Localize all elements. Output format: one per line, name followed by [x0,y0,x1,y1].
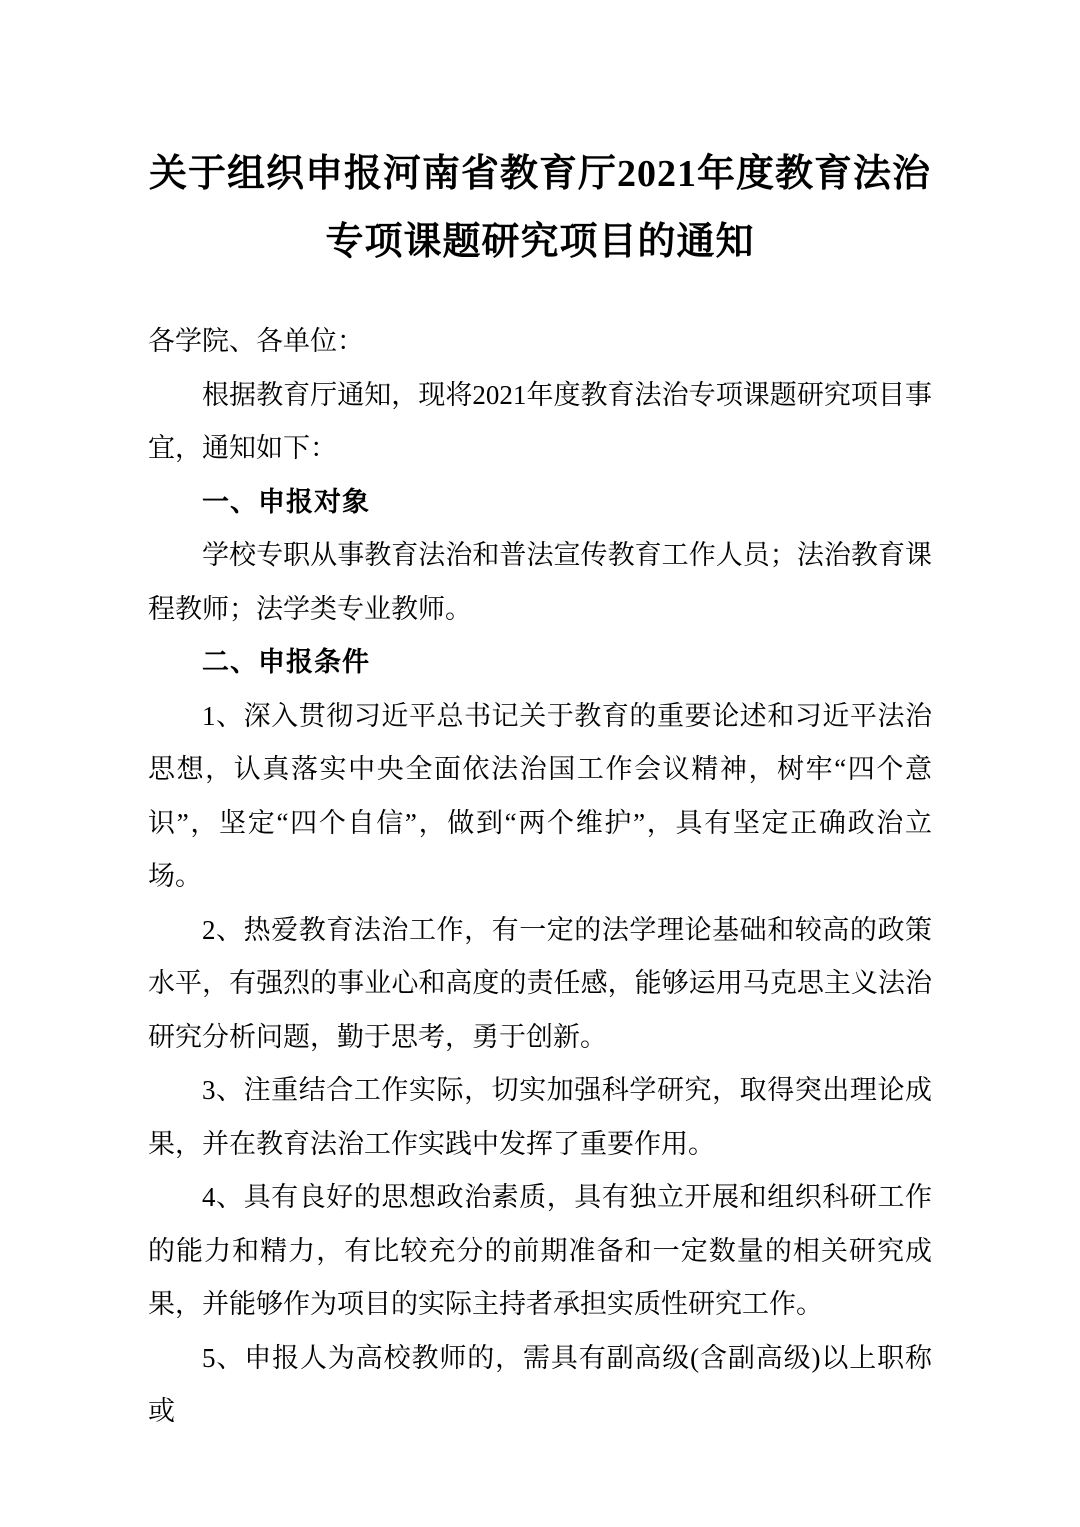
section-1-heading: 一、申报对象 [202,486,370,517]
intro-paragraph: 根据教育厅通知，现将2021年度教育法治专项课题研究项目事宜，通知如下： [148,379,932,463]
section-2-heading: 二、申报条件 [202,647,370,677]
condition-item-4: 4、具有良好的思想政治素质，具有独立开展和组织科研工作的能力和精力，有比较充分的前期准备和一定数量的相关研究成果，并能够作为项目的实际主持者承担实质性研究工作。 [148,1182,932,1319]
salutation: 各学院、各单位： [148,326,364,356]
document-title: 关于组织申报河南省教育厅2021年度教育法治专项课题研究项目的通知 [148,153,931,263]
condition-item-3: 3、注重结合工作实际，切实加强科学研究，取得突出理论成果，并在教育法治工作实践中发挥了重要作用。 [148,1075,932,1159]
condition-item-2: 2、热爱教育法治工作，有一定的法学理论基础和较高的政策水平，有强烈的事业心和高度的责任感，能够运用马克思主义法治研究分析问题，勤于思考，勇于创新。 [148,914,932,1052]
condition-item-5: 5、申报人为高校教师的，需具有副高级(含副高级)以上职称或 [148,1342,932,1426]
condition-item-1: 1、深入贯彻习近平总书记关于教育的重要论述和习近平法治思想，认真落实中央全面依法治国工作会议精神，树牢“四个意识”，坚定“四个自信”，做到“两个维护”，具有坚定正确政治立场。 [148,700,932,891]
section-1-body: 学校专职从事教育法治和普法宣传教育工作人员；法治教育课程教师；法学类专业教师。 [148,540,932,624]
